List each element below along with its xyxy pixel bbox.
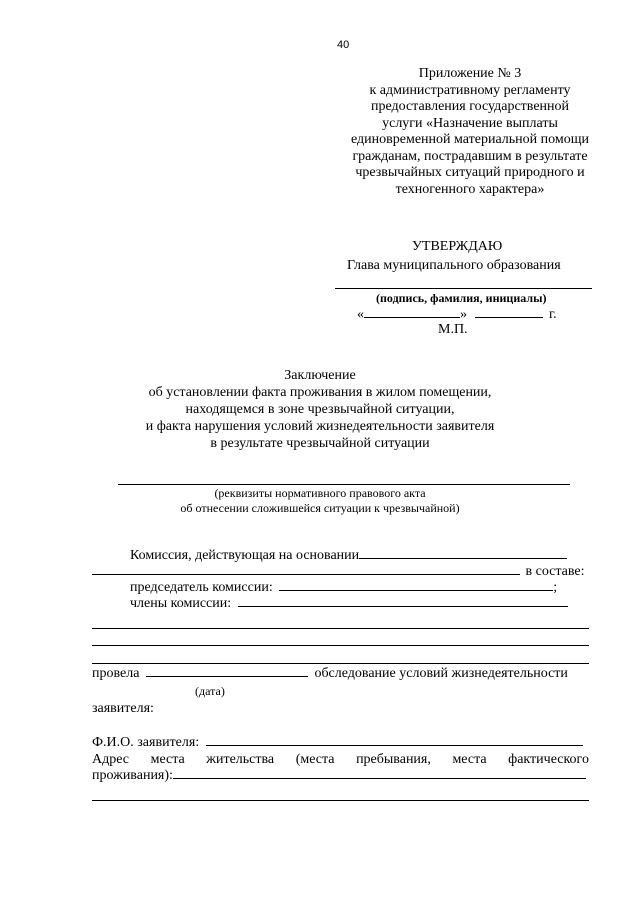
date-caption: (дата): [195, 684, 225, 698]
date-close-quote: »: [460, 307, 467, 322]
composition-row: [92, 564, 585, 580]
stamp-label: М.П.: [438, 322, 468, 337]
chairman-semicolon: ;: [553, 580, 558, 595]
members-blank: [238, 606, 568, 607]
survey-row: [92, 666, 568, 682]
fio-row: [92, 735, 583, 751]
appendix-line: услуги «Назначение выплаты: [382, 115, 558, 131]
year-suffix: г.: [549, 307, 557, 322]
approve-heading: УТВЕРЖДАЮ: [412, 239, 503, 254]
date-open-quote: «: [357, 307, 364, 322]
composition-blank: [92, 574, 520, 575]
address-row: [92, 752, 589, 768]
page-number: 40: [337, 39, 350, 51]
signature-caption: (подпись, фамилия, инициалы): [376, 291, 547, 305]
address-word: жительства: [206, 752, 275, 767]
appendix-line: к административному регламенту: [369, 82, 571, 98]
appendix-line: предоставления государственной: [370, 99, 570, 114]
address-word: пребывания,: [356, 752, 431, 767]
signature-line: [335, 288, 592, 289]
fio-label: Ф.И.О. заявителя:: [92, 735, 200, 750]
act-caption-line: (реквизиты нормативного правового акта: [214, 486, 426, 500]
conclusion-line: находящемся в зоне чрезвычайной ситуации,: [185, 402, 455, 417]
members-label: члены комиссии:: [130, 596, 232, 611]
address-word: Адрес: [92, 752, 130, 767]
composition-label: в составе:: [525, 564, 585, 579]
conclusion-line: в результате чрезвычайной ситуации: [210, 436, 430, 451]
address-word: места: [452, 752, 487, 767]
act-caption-line: об отнесении сложившейся ситуации к чрезвычайной): [180, 501, 460, 515]
commission-label: Комиссия, действующая на основании: [130, 548, 360, 563]
appendix-line: гражданам, пострадавшим в результате: [352, 148, 588, 164]
date-year-blank: [475, 317, 543, 318]
applicant-label: заявителя:: [92, 701, 154, 716]
members-line: [92, 628, 589, 629]
survey-label: обследование условий жизнедеятельности: [314, 666, 568, 681]
appendix-line: чрезвычайных ситуаций природного и: [355, 165, 585, 180]
act-line: [118, 484, 570, 485]
address-word: (места: [295, 752, 335, 767]
fio-blank: [206, 745, 583, 746]
date-day-blank: [364, 317, 460, 318]
address-blank: [173, 778, 586, 779]
conclusion-line: об установлении факта проживания в жилом помещении,: [148, 385, 492, 400]
conclusion-line: и факта нарушения условий жизнедеятельности заявителя: [145, 419, 495, 434]
address-line: [92, 800, 589, 801]
address-line2-label: проживания):: [92, 768, 173, 783]
appendix-line: техногенного характера»: [395, 181, 545, 197]
chairman-label: председатель комиссии:: [130, 580, 273, 595]
approval-date: [357, 307, 557, 323]
commission-row: [130, 548, 567, 564]
address-word: фактического: [508, 752, 589, 767]
address-line2-row: [92, 768, 586, 784]
members-row: [130, 596, 568, 612]
members-line: [92, 645, 589, 646]
survey-date-blank: [146, 676, 308, 677]
chairman-blank: [279, 590, 553, 591]
conclusion-title: Заключение: [284, 368, 356, 383]
address-word: места: [150, 752, 185, 767]
conducted-label: провела: [92, 666, 140, 681]
appendix-header: [330, 66, 610, 198]
members-line: [92, 663, 589, 664]
head-title: Глава муниципального образования: [347, 258, 561, 273]
conclusion-block: [80, 367, 560, 452]
commission-basis-blank: [359, 558, 567, 559]
appendix-line: Приложение № 3: [418, 66, 522, 81]
appendix-line: единовременной материальной помощи: [351, 132, 589, 147]
act-caption: [80, 486, 560, 516]
chairman-row: [130, 580, 557, 596]
